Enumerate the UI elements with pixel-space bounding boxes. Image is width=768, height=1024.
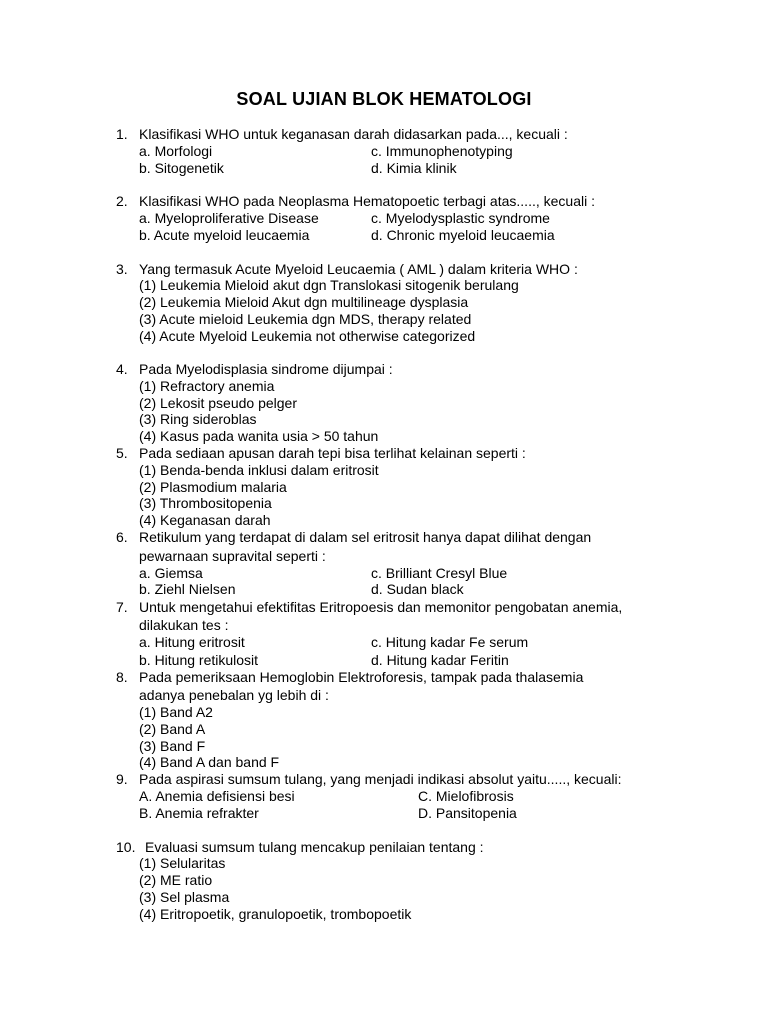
question-text-continued: adanya penebalan yg lebih di : [139, 687, 329, 703]
list-item: (1) Leukemia Mieloid akut dgn Translokasi sitogenik berulang [139, 277, 519, 293]
list-item: (3) Sel plasma [139, 889, 230, 905]
list-item: (4) Eritropoetik, granulopoetik, trombopoetik [139, 906, 412, 922]
question-number: 10. [116, 839, 136, 855]
list-item: (2) Lekosit pseudo pelger [139, 395, 297, 411]
option-b: b. Acute myeloid leucaemia [139, 227, 310, 243]
list-item: (3) Acute mieloid Leukemia dgn MDS, therapy related [139, 311, 472, 327]
question-text-continued: pewarnaan supravital seperti : [139, 548, 326, 564]
question-number: 7. [116, 599, 128, 615]
question-text: Untuk mengetahui efektifitas Eritropoesis dan memonitor pengobatan anemia, [139, 599, 623, 615]
list-item: (2) ME ratio [139, 872, 213, 888]
option-b: b. Sitogenetik [139, 160, 224, 176]
option-c: C. Mielofibrosis [418, 788, 514, 804]
option-a: A. Anemia defisiensi besi [139, 788, 295, 804]
list-item: (4) Keganasan darah [139, 512, 271, 528]
option-c: c. Brilliant Cresyl Blue [371, 565, 508, 581]
list-item: (4) Acute Myeloid Leukemia not otherwise categorized [139, 328, 476, 344]
list-item: (3) Thrombositopenia [139, 495, 272, 511]
question-number: 1. [116, 126, 128, 142]
question-number: 9. [116, 771, 128, 787]
question-number: 8. [116, 669, 128, 685]
question-number: 2. [116, 193, 128, 209]
option-c: c. Myelodysplastic syndrome [371, 210, 550, 226]
list-item: (4) Kasus pada wanita usia > 50 tahun [139, 428, 379, 444]
question-text: Pada Myelodisplasia sindrome dijumpai : [139, 361, 393, 377]
option-d: D. Pansitopenia [418, 805, 517, 821]
option-b: b. Ziehl Nielsen [139, 581, 236, 597]
option-a: a. Giemsa [139, 565, 203, 581]
question-text: Yang termasuk Acute Myeloid Leucaemia ( AML ) dalam kriteria WHO : [139, 261, 578, 277]
list-item: (3) Band F [139, 738, 206, 754]
question-number: 5. [116, 445, 128, 461]
question-text: Klasifikasi WHO untuk keganasan darah didasarkan pada..., kecuali : [139, 126, 568, 142]
option-a: a. Hitung eritrosit [139, 634, 245, 650]
option-b: b. Hitung retikulosit [139, 652, 259, 668]
list-item: (2) Leukemia Mieloid Akut dgn multilineage dysplasia [139, 294, 469, 310]
question-number: 3. [116, 261, 128, 277]
question-number: 6. [116, 529, 128, 545]
option-d: d. Hitung kadar Feritin [371, 652, 509, 668]
list-item: (4) Band A dan band F [139, 754, 280, 770]
option-d: d. Sudan black [371, 581, 464, 597]
list-item: (1) Band A2 [139, 704, 213, 720]
option-d: d. Kimia klinik [371, 160, 457, 176]
list-item: (1) Refractory anemia [139, 378, 275, 394]
question-number: 4. [116, 361, 128, 377]
option-d: d. Chronic myeloid leucaemia [371, 227, 555, 243]
question-text: Retikulum yang terdapat di dalam sel eritrosit hanya dapat dilihat dengan [139, 529, 592, 545]
list-item: (1) Benda-benda inklusi dalam eritrosit [139, 462, 379, 478]
list-item: (1) Selularitas [139, 855, 226, 871]
list-item: (3) Ring sideroblas [139, 411, 257, 427]
question-text: Pada pemeriksaan Hemoglobin Elektroforesis, tampak pada thalasemia [139, 669, 584, 685]
option-b: B. Anemia refrakter [139, 805, 259, 821]
question-text: Evaluasi sumsum tulang mencakup penilaian tentang : [145, 839, 484, 855]
list-item: (2) Band A [139, 721, 206, 737]
question-text-continued: dilakukan tes : [139, 617, 229, 633]
option-c: c. Immunophenotyping [371, 143, 513, 159]
question-text: Pada sediaan apusan darah tepi bisa terlihat kelainan seperti : [139, 445, 526, 461]
option-a: a. Morfologi [139, 143, 213, 159]
page-title: SOAL UJIAN BLOK HEMATOLOGI [236, 89, 532, 109]
question-text: Pada aspirasi sumsum tulang, yang menjadi indikasi absolut yaitu....., kecuali: [139, 771, 622, 787]
question-text: Klasifikasi WHO pada Neoplasma Hematopoetic terbagi atas....., kecuali : [139, 193, 595, 209]
option-a: a. Myeloproliferative Disease [139, 210, 319, 226]
list-item: (2) Plasmodium malaria [139, 479, 287, 495]
option-c: c. Hitung kadar Fe serum [371, 634, 529, 650]
